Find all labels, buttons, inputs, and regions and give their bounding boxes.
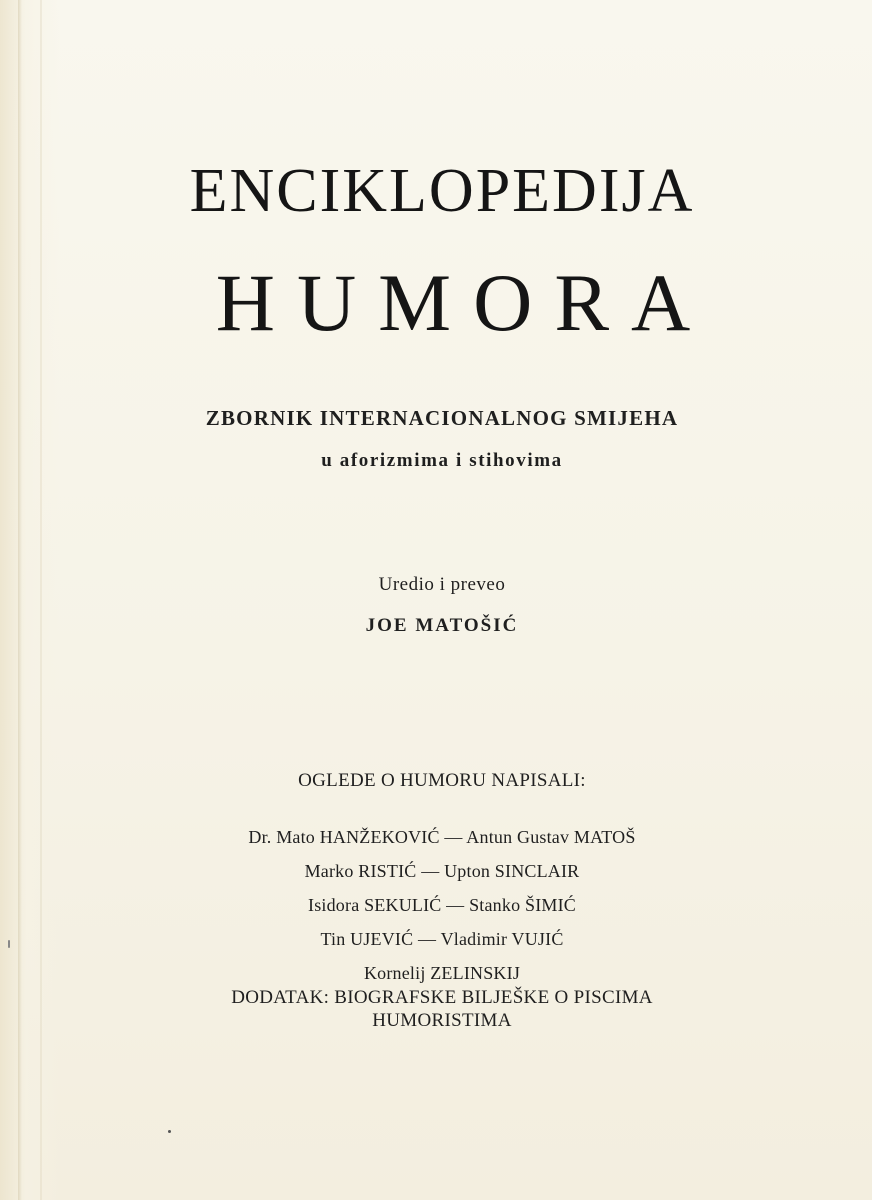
author-line: Marko RISTIĆ — Upton SINCLAIR	[304, 861, 580, 881]
page-spine-edge	[18, 0, 22, 1200]
page-fold-line	[40, 0, 42, 1200]
author-line: Kornelij ZELINSKIJ	[363, 963, 521, 983]
essay-authors-list	[72, 820, 812, 990]
book-title-line-1: ENCIKLOPEDIJA	[189, 157, 695, 225]
essays-heading: OGLEDE O HUMORU NAPISALI:	[298, 770, 586, 791]
paper-speck	[168, 1130, 171, 1133]
appendix-line-1: DODATAK: BIOGRAFSKE BILJEŠKE O PISCIMA	[231, 987, 653, 1008]
book-title-line-2: HUMORA	[215, 257, 713, 348]
book-subtitle: ZBORNIK INTERNACIONALNOG SMIJEHA	[205, 406, 679, 430]
paper-mark	[8, 940, 10, 948]
book-subtitle-secondary: u aforizmima i stihovima	[321, 450, 563, 471]
author-line: Tin UJEVIĆ — Vladimir VUJIĆ	[320, 929, 564, 949]
author-line: Dr. Mato HANŽEKOVIĆ — Antun Gustav MATOŠ	[248, 827, 636, 847]
editor-label: Uredio i preveo	[378, 574, 506, 595]
appendix-line-2: HUMORISTIMA	[372, 1010, 512, 1031]
editor-name: JOE MATOŠIĆ	[365, 615, 519, 636]
appendix-note	[72, 986, 812, 1032]
author-line: Isidora SEKULIĆ — Stanko ŠIMIĆ	[308, 895, 576, 915]
